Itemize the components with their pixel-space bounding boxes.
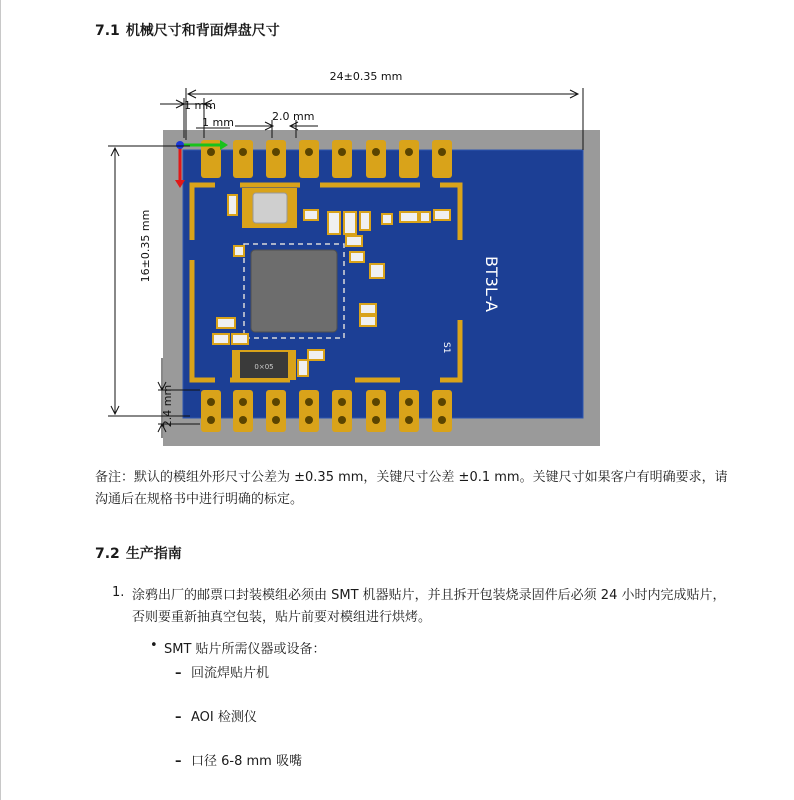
pad: [332, 390, 352, 432]
pad: [366, 140, 386, 178]
dim-pad-top-label: 1 mm: [184, 99, 216, 112]
bullet-dot: •: [150, 638, 158, 653]
pad: [299, 140, 319, 178]
pad: [332, 140, 352, 178]
dim-width-label: 24±0.35 mm: [329, 70, 403, 83]
section-number: 7.1: [95, 23, 120, 39]
dim-pitch-label: 2.0 mm: [272, 110, 315, 123]
figure-note: 备注：默认的模组外形尺寸公差为 ±0.35 mm，关键尺寸公差 ±0.1 mm。关键尺寸如果客户有明确要求，请沟通后在规格书中进行明确的标定。: [95, 470, 728, 507]
pad: [299, 390, 319, 432]
sub-item-text: AOI 检测仪: [191, 710, 257, 725]
section-heading-7-2: [95, 543, 182, 563]
crystal-label: 0×05: [254, 363, 274, 371]
sub-item: – 回流焊贴片机: [175, 666, 270, 681]
list-number: 1.: [112, 585, 125, 600]
bullet-item-text: SMT 贴片所需仪器或设备：: [164, 642, 326, 657]
pad: [399, 140, 419, 178]
dim-bottom-label: 2.4 mm: [161, 384, 174, 428]
sub-item-text: 口径 6-8 mm 吸嘴: [191, 754, 302, 769]
module-label: BT3L-A: [482, 256, 501, 312]
main-ic: [251, 250, 337, 332]
sub-item: – 口径 6-8 mm 吸嘴: [175, 754, 302, 769]
section-title: 机械尺寸和背面焊盘尺寸: [125, 23, 280, 39]
list-item-text: 涂鸦出厂的邮票口封装模组必须由 SMT 机器贴片，并且拆开包装烧录固件后必须 24 小时内完成贴片，否则要重新抽真空包装，贴片前要对模组进行烘烤。: [132, 588, 726, 625]
pad: [432, 390, 452, 432]
pad: [201, 390, 221, 432]
pad: [366, 390, 386, 432]
pad: [233, 140, 253, 178]
dim-pad-label: 1 mm: [202, 116, 234, 129]
pad: [399, 390, 419, 432]
pad: [233, 390, 253, 432]
silk-s1: S1: [441, 342, 451, 354]
pad: [266, 140, 286, 178]
pad: [266, 390, 286, 432]
sub-item: – AOI 检测仪: [175, 710, 257, 725]
pad: [432, 140, 452, 178]
dim-height-label: 16±0.35 mm: [139, 209, 152, 283]
section-title: 生产指南: [125, 546, 182, 562]
sub-item-text: 回流焊贴片机: [191, 666, 270, 681]
section-number: 7.2: [95, 546, 120, 562]
